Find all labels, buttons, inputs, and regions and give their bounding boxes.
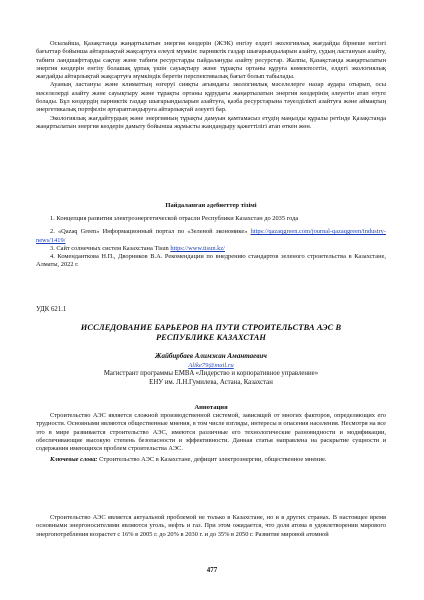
intro-paragraph-3: Экологиялық жағдайтурдың және энергияның тұрақты дамуын қамтамасыз етудің маңызды құралы ретінде Қазақстанда жаңартылатын энергия көздерін дамыту бойынша жұмысты жандандыру қажеттілігі атап өткен жөн. <box>36 114 386 130</box>
intro-paragraph-2: Ауаның ластануы және климаттың өзгеруі сияқты ағымдағы экологиялық мәселелерге назар аудара отырып, осы мәселелерді азайту және сауықтыру және тұрақты ортаны құрудағы жаңартылатын энергия көздерінің әлеуетін атап өтуге болады. Бұл көздердің парниктік газдар шығарындыларын азайтуға, қазба ресурстарына тәуелділікті азайтуға және аймақтың энергетикалық портфелін әртараптандыруға айтарлықтай әлеуеті бар. <box>36 81 386 114</box>
udc-block <box>36 306 386 314</box>
reference-item: 3. Сайт солнечных систем Казахстана Tisun https://www.tisun.kz/ <box>50 244 225 252</box>
udc-code: УДК 621.1 <box>36 306 67 313</box>
reference-link[interactable]: https://www.tisun.kz/ <box>170 244 225 252</box>
reference-item: 1. Концепция развития электроэнергетической отрасли Республики Казахстан до 2035 года <box>50 215 299 222</box>
reference-link[interactable]: https://qazaqgreen.com/journal-qazaqgreen/industry-news/1419/ <box>36 228 386 244</box>
article-body <box>36 514 386 539</box>
intro-paragraph-1: Осылайша, Қазақстанда жаңартылатын энергия көздерін (ЖЭК) енгізу елдегі экологиялық жағдайды бірнеше негізгі бағыттар бойынша айтарлықтай жақсартуға елеулі мүмкін: парниктік газдар шығарындыларын азайту, судың ластануын азайту, табиғи ландшафттарды сақтау және табиғи ресурстарды пайдалануды азайту ресурстар. Жалпы, Қазақстанда жаңартылатын энергия көздерін енгізу болашақ ұрпақ үшін сауықтыру және тұрақты ортаны құруға көмектесетін, елдегі экологиялық жағдайды айтарлықтай жақсартуға мүмкіндік беретін перспективалық бағыт болып табылады. <box>36 40 386 81</box>
references-list <box>36 215 386 270</box>
keywords-text: Строительство АЭС в Казахстане, дефицит электроэнергии, общественное мнение. <box>99 456 327 464</box>
author-name: Жайбирбаев Алимжан Амантаевич <box>155 352 267 360</box>
article-title-line-1: ИССЛЕДОВАНИЕ БАРЬЕРОВ НА ПУТИ СТРОИТЕЛЬСТВА АЭС В <box>80 323 342 332</box>
keywords-paragraph <box>36 456 386 464</box>
references-heading: Пайдаланған әдебиеттер тізімі <box>165 202 257 209</box>
abstract-block <box>36 404 386 465</box>
intro-section <box>36 40 386 131</box>
author-affiliation-line-1: Магистрант программы EMBA «Лидерство и корпоративное управление» <box>103 370 319 377</box>
references-section <box>36 202 386 209</box>
keywords-label: Ключевые слова: <box>50 456 98 464</box>
abstract-heading: Аннотация <box>194 404 228 411</box>
page-number: 477 <box>206 566 218 574</box>
article-title-line-2: РЕСПУБЛИКЕ КАЗАХСТАН <box>155 333 267 343</box>
author-email[interactable]: Alike79@mail.ru <box>188 362 234 369</box>
body-paragraph: Строительство АЭС является актуальной проблемой не только в Казахстане, но и в других странах. В настоящее время основными энергоносителями являются уголь, нефть и газ. При этом ожидается, что доля атома в удовлетворении мирового энергопотребления возрастет с 16% в 2005 г. до 20% в 2030 г. и до 35% в 2050 г. Развитие мировой атомной <box>36 514 386 538</box>
reference-item: 4. Коменданткова Н.П., Дворников В.А. Рекомендации по внедрению стандартов зеленого строительства в Казахстане, Алматы, 2022 г. <box>36 253 386 269</box>
author-block <box>36 352 386 387</box>
author-affiliation-line-2: ЕНУ им. Л.Н.Гумилева, Астана, Казахстан <box>149 378 273 386</box>
abstract-text: Строительство АЭС является сложной производственной системой, зависящей от многих факторов, определяющих его трудности. Основными являются общественные мнения, в том числе взгляды, интересы и опасения населения. Несмотря на все это в мире развивается строительство АЭС, имеются различные его технологические разновидности и модификации, обеспечивающие высокую степень безопасности и эффективности. Данная статья направлена на раскрытие сущности и содержания имеющихся проблем строительства АЭС. <box>36 412 386 453</box>
reference-item: 2. «Qazaq Green» Информационный портал по «Зеленой экономике» https://qazaqgreen.com/journal-qazaqgreen/industry-news/1419/ <box>36 228 386 244</box>
article-title <box>36 323 386 343</box>
